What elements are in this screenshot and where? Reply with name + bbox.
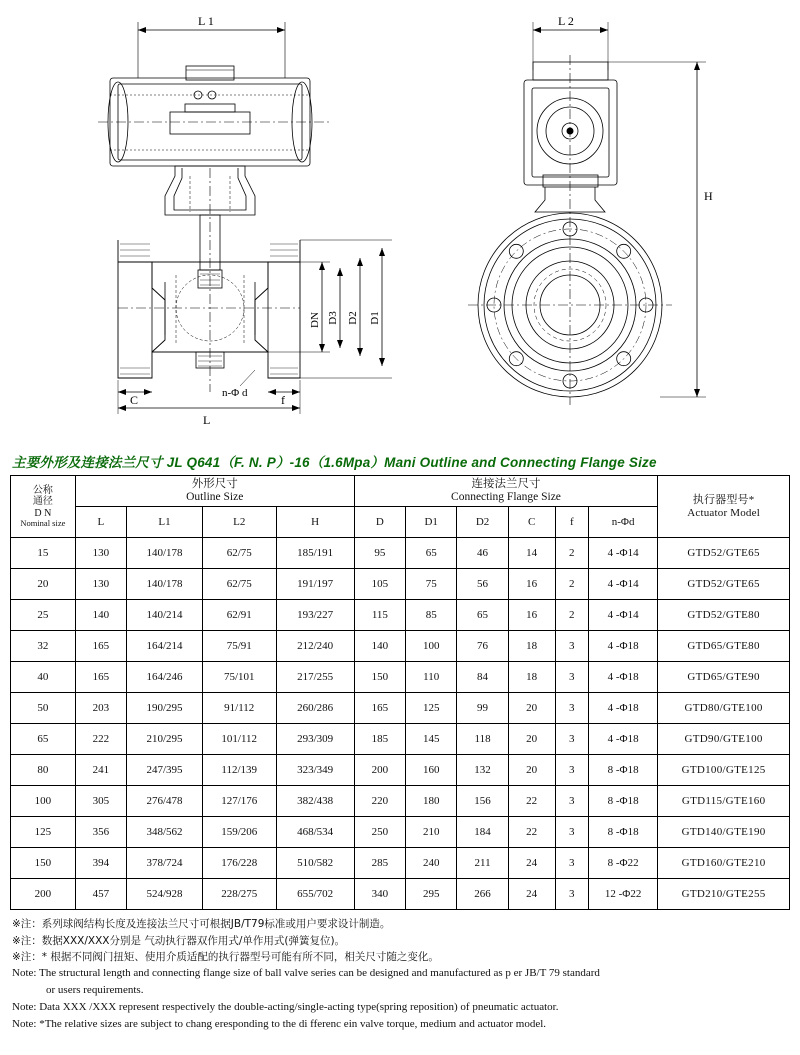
cell-L1: 276/478 xyxy=(127,786,203,817)
cell-n: 4 -Φ18 xyxy=(589,631,658,662)
cell-D1: 160 xyxy=(406,755,457,786)
cell-L2: 112/139 xyxy=(202,755,276,786)
cell-f: 2 xyxy=(555,538,588,569)
cell-L: 130 xyxy=(75,538,126,569)
column-header-L1: L1 xyxy=(127,507,203,538)
column-header-C: C xyxy=(508,507,555,538)
cell-D1: 110 xyxy=(406,662,457,693)
cell-H: 217/255 xyxy=(276,662,354,693)
table-row xyxy=(11,538,790,569)
cell-D2: 184 xyxy=(457,817,508,848)
cell-dn: 40 xyxy=(11,662,76,693)
cell-D: 95 xyxy=(354,538,405,569)
cell-dn: 32 xyxy=(11,631,76,662)
cell-f: 3 xyxy=(555,693,588,724)
cell-D1: 65 xyxy=(406,538,457,569)
cell-dn: 200 xyxy=(11,879,76,910)
label-d3: D3 xyxy=(327,311,339,325)
header-actuator-cn: 执行器型号* xyxy=(692,494,755,507)
note-cn-2: ※注：数据XXX/XXX分别是 气动执行器双作用式/单作用式(弹簧复位)。 xyxy=(12,934,346,947)
table-row xyxy=(11,600,790,631)
cell-n: 8 -Φ18 xyxy=(589,755,658,786)
header-outline-en: Outline Size xyxy=(186,491,244,504)
cell-H: 193/227 xyxy=(276,600,354,631)
cell-D2: 76 xyxy=(457,631,508,662)
cell-C: 16 xyxy=(508,569,555,600)
cell-D1: 145 xyxy=(406,724,457,755)
cell-D: 285 xyxy=(354,848,405,879)
cell-actuator: GTD80/GTE100 xyxy=(658,693,790,724)
cell-L2: 62/75 xyxy=(202,538,276,569)
cell-L2: 176/228 xyxy=(202,848,276,879)
cell-C: 22 xyxy=(508,817,555,848)
cell-actuator: GTD52/GTE65 xyxy=(658,538,790,569)
cell-L1: 140/214 xyxy=(127,600,203,631)
cell-D2: 211 xyxy=(457,848,508,879)
cell-n: 4 -Φ18 xyxy=(589,693,658,724)
note-en-1: Note: The structural length and connecting flange size of ball valve series can be designed and manufactured as p er JB/T 79 standard xyxy=(12,967,600,980)
cell-D: 105 xyxy=(354,569,405,600)
cell-actuator: GTD115/GTE160 xyxy=(658,786,790,817)
cell-dn: 125 xyxy=(11,817,76,848)
cell-f: 3 xyxy=(555,724,588,755)
cell-D: 150 xyxy=(354,662,405,693)
cell-n: 4 -Φ14 xyxy=(589,569,658,600)
table-row xyxy=(11,848,790,879)
cell-D2: 266 xyxy=(457,879,508,910)
label-l: L xyxy=(203,413,211,427)
cell-D1: 75 xyxy=(406,569,457,600)
cell-actuator: GTD140/GTE190 xyxy=(658,817,790,848)
column-header-D: D xyxy=(354,507,405,538)
cell-D1: 180 xyxy=(406,786,457,817)
header-flange-cn: 连接法兰尺寸 xyxy=(471,478,541,490)
cell-f: 3 xyxy=(555,755,588,786)
cell-dn: 80 xyxy=(11,755,76,786)
cell-actuator: GTD52/GTE80 xyxy=(658,600,790,631)
cell-f: 3 xyxy=(555,848,588,879)
cell-dn: 15 xyxy=(11,538,76,569)
cell-n: 12 -Φ22 xyxy=(589,879,658,910)
cell-D: 220 xyxy=(354,786,405,817)
cell-D1: 85 xyxy=(406,600,457,631)
cell-L: 222 xyxy=(75,724,126,755)
header-flange-size xyxy=(354,476,658,507)
cell-dn: 50 xyxy=(11,693,76,724)
cell-H: 260/286 xyxy=(276,693,354,724)
cell-L1: 524/928 xyxy=(127,879,203,910)
section-title: 主要外形及连接法兰尺寸 JL Q641（F. N. P）-16（1.6Mpa）Mani Outline and Connecting Flange Size xyxy=(12,455,657,470)
table-row xyxy=(11,662,790,693)
cell-L: 140 xyxy=(75,600,126,631)
cell-actuator: GTD65/GTE80 xyxy=(658,631,790,662)
cell-L2: 101/112 xyxy=(202,724,276,755)
cell-actuator: GTD210/GTE255 xyxy=(658,879,790,910)
cell-D: 185 xyxy=(354,724,405,755)
column-header-L2: L2 xyxy=(202,507,276,538)
cell-D2: 99 xyxy=(457,693,508,724)
cell-L: 165 xyxy=(75,631,126,662)
cell-f: 3 xyxy=(555,817,588,848)
cell-f: 2 xyxy=(555,600,588,631)
cell-C: 20 xyxy=(508,724,555,755)
table-row xyxy=(11,693,790,724)
label-h: H xyxy=(704,189,713,203)
cell-D: 200 xyxy=(354,755,405,786)
technical-drawing xyxy=(0,0,800,445)
cell-D2: 56 xyxy=(457,569,508,600)
cell-H: 382/438 xyxy=(276,786,354,817)
cell-C: 18 xyxy=(508,631,555,662)
cell-D: 115 xyxy=(354,600,405,631)
header-nominal-cn2: 通径 xyxy=(32,496,53,508)
cell-D2: 132 xyxy=(457,755,508,786)
table-row xyxy=(11,631,790,662)
cell-C: 22 xyxy=(508,786,555,817)
cell-f: 3 xyxy=(555,879,588,910)
cell-D2: 156 xyxy=(457,786,508,817)
column-header-D1: D1 xyxy=(406,507,457,538)
label-holes: n-Φ d xyxy=(222,387,248,399)
cell-L: 241 xyxy=(75,755,126,786)
label-f: f xyxy=(281,393,285,407)
cell-L1: 378/724 xyxy=(127,848,203,879)
cell-D: 250 xyxy=(354,817,405,848)
table-row xyxy=(11,786,790,817)
header-nominal-size xyxy=(11,476,76,538)
cell-dn: 20 xyxy=(11,569,76,600)
cell-dn: 25 xyxy=(11,600,76,631)
header-actuator-en: Actuator Model xyxy=(687,506,760,519)
column-header-H: H xyxy=(276,507,354,538)
column-header-D2: D2 xyxy=(457,507,508,538)
spec-table xyxy=(10,475,790,910)
header-nominal-en: Nominal size xyxy=(20,518,66,529)
cell-L: 394 xyxy=(75,848,126,879)
cell-C: 16 xyxy=(508,600,555,631)
cell-C: 18 xyxy=(508,662,555,693)
notes-block xyxy=(0,910,800,1033)
label-d2: D2 xyxy=(347,311,359,325)
cell-L2: 62/91 xyxy=(202,600,276,631)
cell-H: 468/534 xyxy=(276,817,354,848)
table-row xyxy=(11,755,790,786)
cell-C: 24 xyxy=(508,848,555,879)
cell-D: 140 xyxy=(354,631,405,662)
table-group-header-row xyxy=(11,476,790,507)
cell-D2: 84 xyxy=(457,662,508,693)
cell-f: 3 xyxy=(555,662,588,693)
cell-L: 130 xyxy=(75,569,126,600)
cell-H: 185/191 xyxy=(276,538,354,569)
note-en-3: Note: *The relative sizes are subject to chang eresponding to the di fferenc ein valve torque, medium and actuator model. xyxy=(12,1018,547,1031)
cell-L: 305 xyxy=(75,786,126,817)
cell-H: 212/240 xyxy=(276,631,354,662)
cell-L1: 164/214 xyxy=(127,631,203,662)
spec-table-wrapper xyxy=(0,475,800,910)
note-en-1-cont: or users requirements. xyxy=(46,984,144,997)
cell-L1: 247/395 xyxy=(127,755,203,786)
table-row xyxy=(11,724,790,755)
label-d1: D1 xyxy=(369,311,381,325)
cell-L2: 75/101 xyxy=(202,662,276,693)
cell-n: 8 -Φ22 xyxy=(589,848,658,879)
cell-C: 20 xyxy=(508,693,555,724)
cell-n: 4 -Φ18 xyxy=(589,662,658,693)
cell-L2: 62/75 xyxy=(202,569,276,600)
label-l1: L 1 xyxy=(198,14,214,28)
cell-n: 4 -Φ14 xyxy=(589,600,658,631)
header-flange-en: Connecting Flange Size xyxy=(451,491,561,504)
label-l2: L 2 xyxy=(558,14,574,28)
cell-L2: 127/176 xyxy=(202,786,276,817)
column-header-f: f xyxy=(555,507,588,538)
cell-L: 165 xyxy=(75,662,126,693)
cell-D2: 118 xyxy=(457,724,508,755)
cell-D: 340 xyxy=(354,879,405,910)
cell-n: 4 -Φ18 xyxy=(589,724,658,755)
cell-L1: 164/246 xyxy=(127,662,203,693)
cell-D1: 125 xyxy=(406,693,457,724)
cell-L1: 140/178 xyxy=(127,569,203,600)
cell-actuator: GTD65/GTE90 xyxy=(658,662,790,693)
cell-D1: 240 xyxy=(406,848,457,879)
table-row xyxy=(11,879,790,910)
cell-L1: 140/178 xyxy=(127,538,203,569)
cell-n: 8 -Φ18 xyxy=(589,817,658,848)
note-en-2: Note: Data XXX /XXX represent respectively the double-acting/single-acting type(spring reposition) of pneumatic actuator. xyxy=(12,1001,559,1014)
cell-L: 457 xyxy=(75,879,126,910)
cell-n: 4 -Φ14 xyxy=(589,538,658,569)
cell-D2: 46 xyxy=(457,538,508,569)
header-outline-size xyxy=(75,476,354,507)
cell-f: 3 xyxy=(555,631,588,662)
cell-C: 24 xyxy=(508,879,555,910)
cell-L2: 91/112 xyxy=(202,693,276,724)
cell-L2: 159/206 xyxy=(202,817,276,848)
cell-actuator: GTD52/GTE65 xyxy=(658,569,790,600)
spec-table-body xyxy=(11,538,790,910)
header-actuator-model xyxy=(658,476,790,538)
cell-L2: 75/91 xyxy=(202,631,276,662)
note-cn-3: ※注：* 根据不同阀门扭矩、使用介质适配的执行器型号可能有所不同，相关尺寸随之变化。 xyxy=(12,950,439,963)
cell-L: 356 xyxy=(75,817,126,848)
note-cn-1: ※注：系列球阀结构长度及连接法兰尺寸可根据JB/T79标准或用户要求设计制造。 xyxy=(12,918,391,931)
cell-L1: 348/562 xyxy=(127,817,203,848)
table-row xyxy=(11,817,790,848)
cell-L1: 210/295 xyxy=(127,724,203,755)
cell-C: 14 xyxy=(508,538,555,569)
drawing-svg xyxy=(0,0,800,445)
cell-actuator: GTD100/GTE125 xyxy=(658,755,790,786)
label-dn: DN xyxy=(309,312,321,328)
header-nominal-dn: D N xyxy=(34,507,52,519)
cell-L1: 190/295 xyxy=(127,693,203,724)
cell-H: 293/309 xyxy=(276,724,354,755)
cell-H: 323/349 xyxy=(276,755,354,786)
cell-actuator: GTD160/GTE210 xyxy=(658,848,790,879)
cell-dn: 100 xyxy=(11,786,76,817)
cell-D2: 65 xyxy=(457,600,508,631)
cell-f: 3 xyxy=(555,786,588,817)
cell-H: 655/702 xyxy=(276,879,354,910)
cell-H: 191/197 xyxy=(276,569,354,600)
cell-dn: 65 xyxy=(11,724,76,755)
column-header-L: L xyxy=(75,507,126,538)
cell-D1: 100 xyxy=(406,631,457,662)
cell-D1: 295 xyxy=(406,879,457,910)
cell-actuator: GTD90/GTE100 xyxy=(658,724,790,755)
column-header-n: n-Φd xyxy=(589,507,658,538)
header-nominal-cn1: 公称 xyxy=(32,484,53,496)
cell-f: 2 xyxy=(555,569,588,600)
cell-D: 165 xyxy=(354,693,405,724)
header-outline-cn: 外形尺寸 xyxy=(191,478,238,490)
cell-L2: 228/275 xyxy=(202,879,276,910)
cell-H: 510/582 xyxy=(276,848,354,879)
cell-n: 8 -Φ18 xyxy=(589,786,658,817)
cell-dn: 150 xyxy=(11,848,76,879)
label-c: C xyxy=(130,393,139,407)
cell-L: 203 xyxy=(75,693,126,724)
cell-D1: 210 xyxy=(406,817,457,848)
table-row xyxy=(11,569,790,600)
cell-C: 20 xyxy=(508,755,555,786)
